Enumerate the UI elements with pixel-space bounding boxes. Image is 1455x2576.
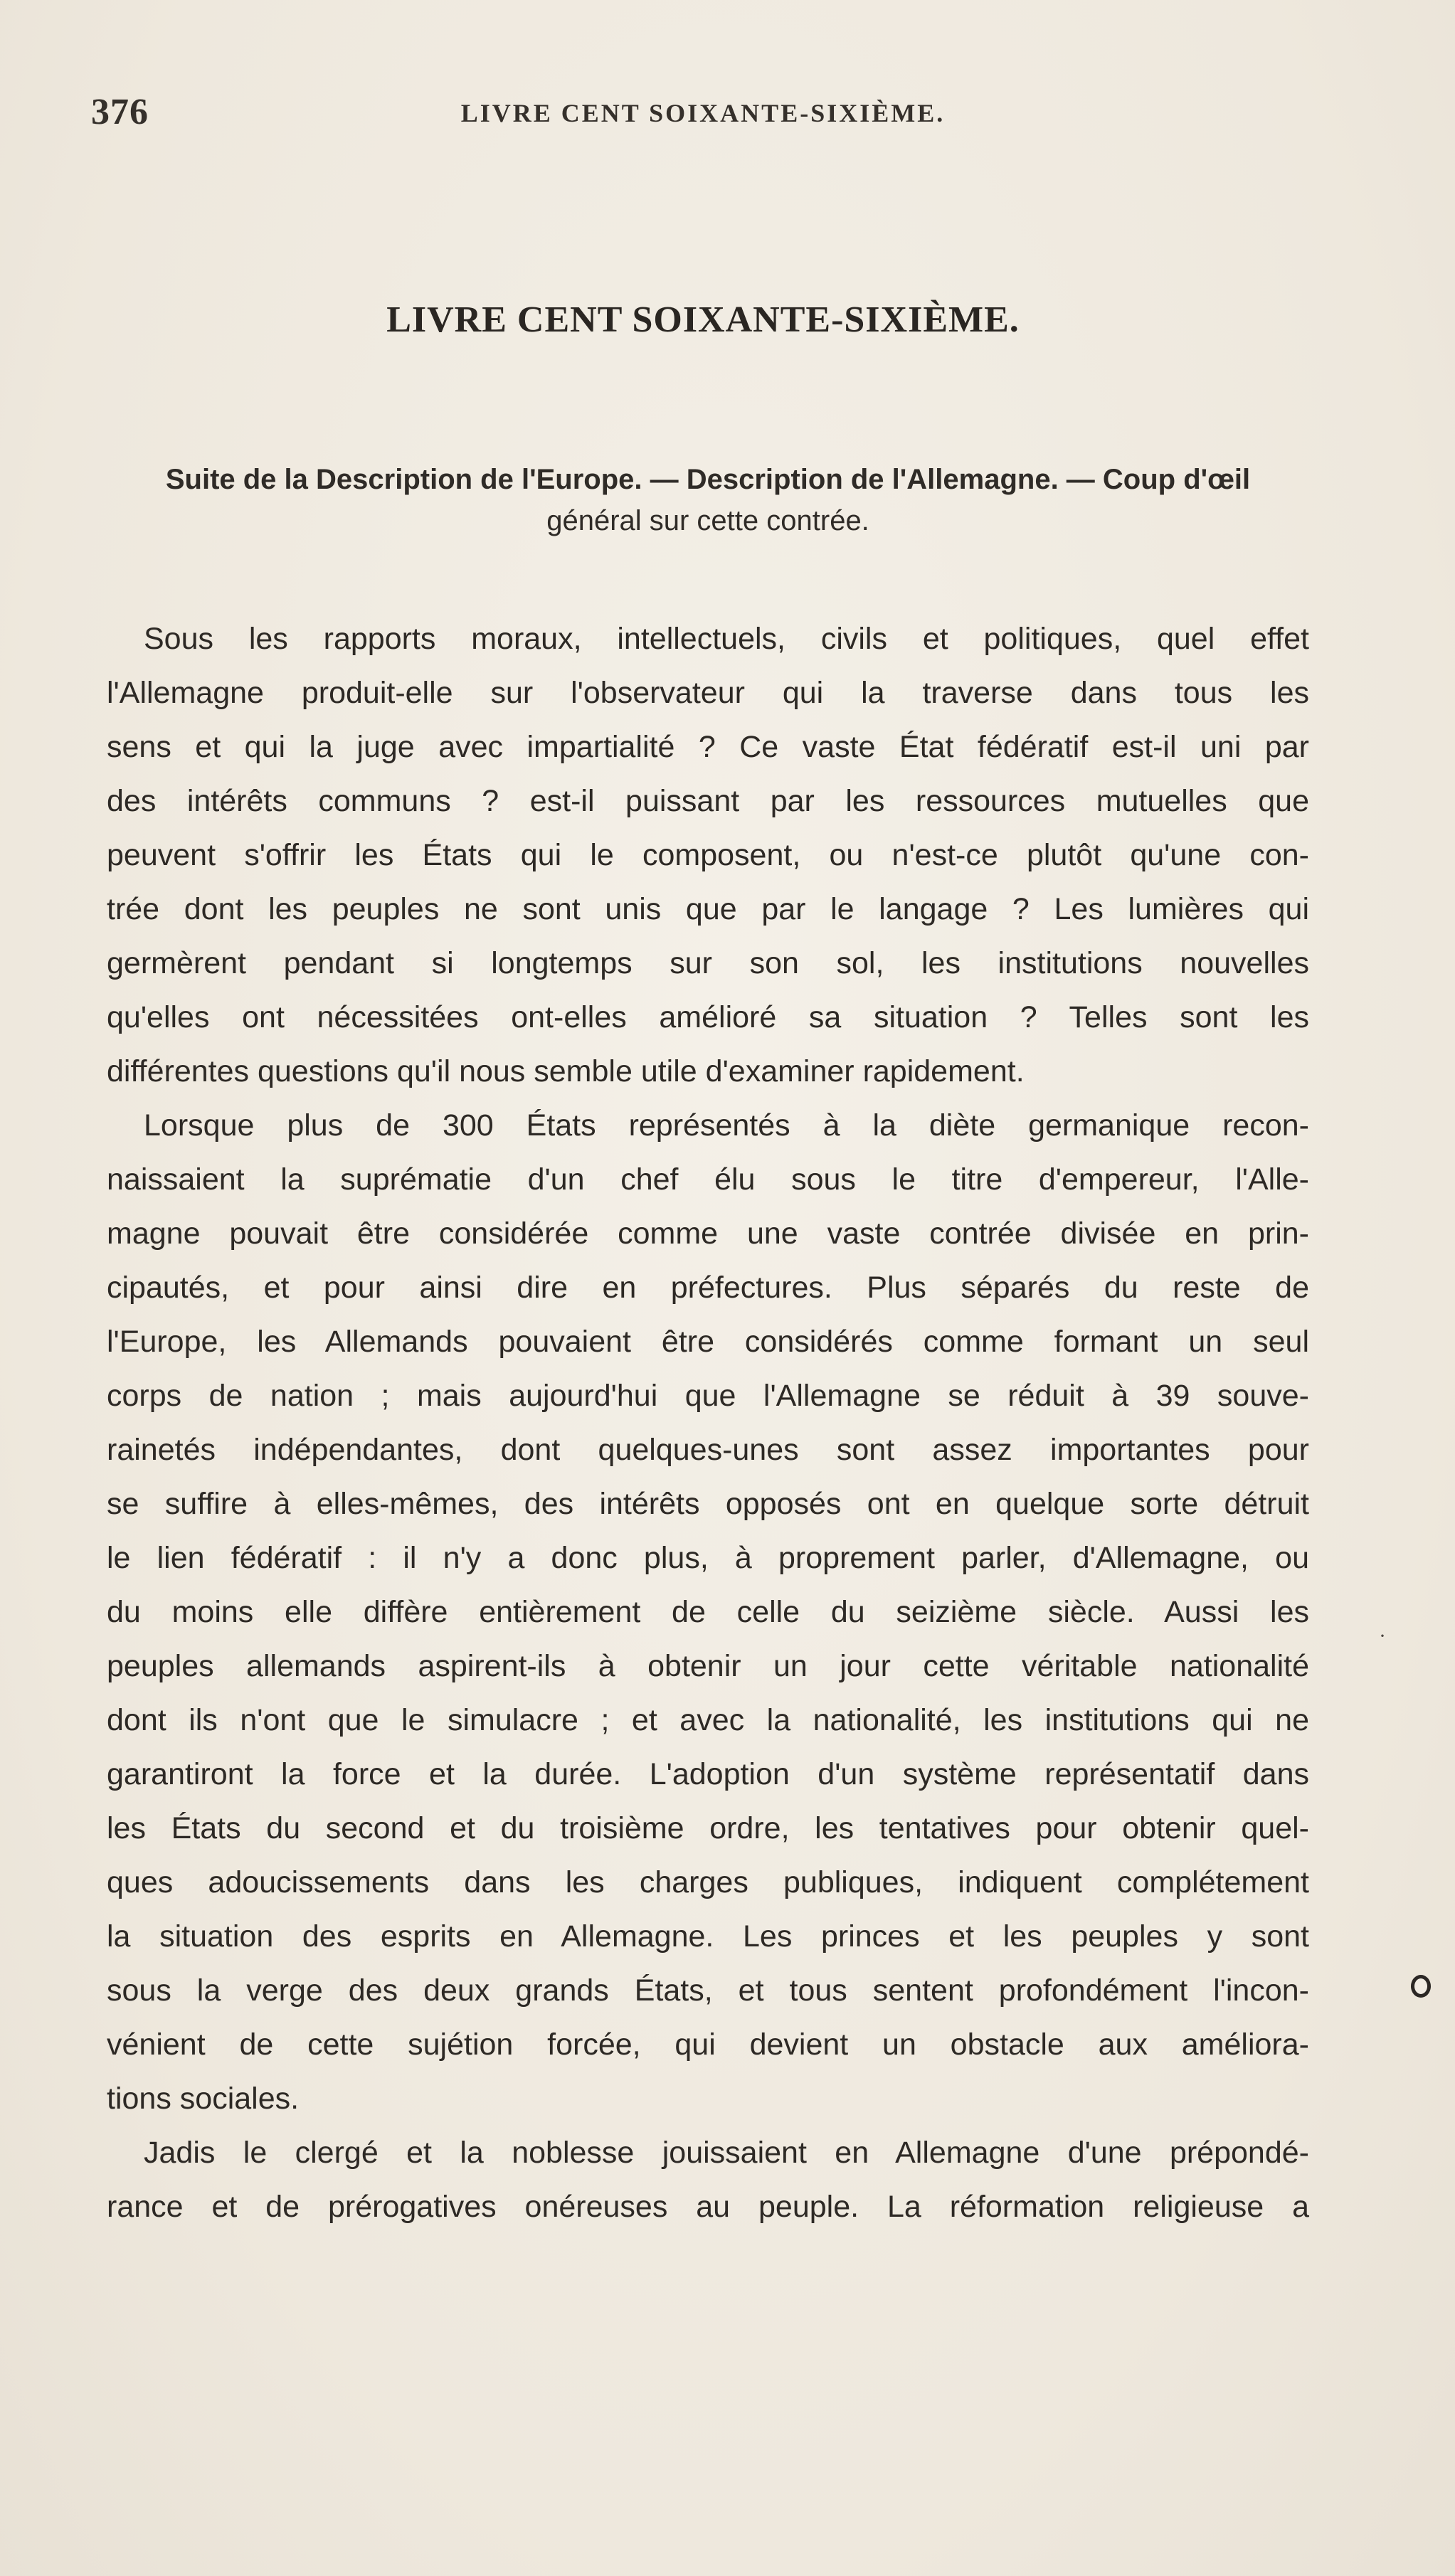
text-line: rainetés indépendantes, dont quelques-unes sont assez importantes pour	[107, 1433, 1309, 1467]
text-line: vénient de cette sujétion forcée, qui devient un obstacle aux améliora-	[107, 2028, 1309, 2062]
text-line: différentes questions qu'il nous semble utile d'examiner rapidement.	[107, 1054, 1025, 1088]
text-line: sous la verge des deux grands États, et tous sentent profondément l'incon-	[107, 1973, 1309, 2008]
text-line: peuples allemands aspirent-ils à obtenir un jour cette véritable nationalité	[107, 1649, 1309, 1683]
text-line: germèrent pendant si longtemps sur son sol, les institutions nouvelles	[107, 946, 1309, 980]
margin-speck-mark: ·	[1379, 1624, 1386, 1648]
text-line: cipautés, et pour ainsi dire en préfectures. Plus séparés du reste de	[107, 1271, 1309, 1305]
chapter-summary	[107, 459, 1309, 541]
running-title: LIVRE CENT SOIXANTE-SIXIÈME.	[460, 99, 946, 127]
text-line: qu'elles ont nécessitées ont-elles amélioré sa situation ? Telles sont les	[107, 1000, 1309, 1034]
body-text	[107, 612, 1309, 2234]
text-line: corps de nation ; mais aujourd'hui que l'Allemagne se réduit à 39 souve-	[107, 1379, 1309, 1413]
text-line: le lien fédératif : il n'y a donc plus, à proprement parler, d'Allemagne, ou	[107, 1541, 1309, 1575]
text-line: tions sociales.	[107, 2082, 300, 2116]
text-line: dont ils n'ont que le simulacre ; et avec la nationalité, les institutions qui ne	[107, 1703, 1309, 1737]
text-line: du moins elle diffère entièrement de celle du seizième siècle. Aussi les	[107, 1595, 1309, 1629]
text-line: l'Europe, les Allemands pouvaient être considérés comme formant un seul	[107, 1325, 1309, 1359]
text-line: des intérêts communs ? est-il puissant par les ressources mutuelles que	[107, 784, 1309, 818]
text-line: sens et qui la juge avec impartialité ? Ce vaste État fédératif est-il uni par	[107, 730, 1309, 764]
text-line: la situation des esprits en Allemagne. Les princes et les peuples y sont	[107, 1919, 1309, 1954]
summary-line: Suite de la Description de l'Europe. — Description de l'Allemagne. — Coup d'œil	[165, 464, 1251, 495]
margin-hole-mark	[1411, 1975, 1431, 1998]
text-line: les États du second et du troisième ordre, les tentatives pour obtenir quel-	[107, 1811, 1309, 1845]
text-line: ques adoucissements dans les charges publiques, indiquent complétement	[107, 1865, 1309, 1899]
text-line: naissaient la suprématie d'un chef élu sous le titre d'empereur, l'Alle-	[107, 1162, 1309, 1197]
text-line: rance et de prérogatives onéreuses au peuple. La réformation religieuse a	[107, 2190, 1309, 2224]
book-title: LIVRE CENT SOIXANTE-SIXIÈME.	[386, 300, 1020, 340]
text-line: trée dont les peuples ne sont unis que par le langage ? Les lumières qui	[107, 892, 1309, 926]
text-line: Lorsque plus de 300 États représentés à la diète germanique recon-	[144, 1108, 1309, 1143]
text-line: garantiront la force et la durée. L'adoption d'un système représentatif dans	[107, 1757, 1309, 1791]
running-head	[91, 91, 1315, 134]
text-line: se suffire à elles-mêmes, des intérêts opposés ont en quelque sorte détruit	[107, 1487, 1309, 1521]
text-line: l'Allemagne produit-elle sur l'observateur qui la traverse dans tous les	[107, 676, 1309, 710]
text-line: magne pouvait être considérée comme une vaste contrée divisée en prin-	[107, 1217, 1309, 1251]
summary-line: général sur cette contrée.	[546, 505, 869, 536]
text-line: Jadis le clergé et la noblesse jouissaient en Allemagne d'une prépondé-	[144, 2136, 1309, 2170]
page-number: 376	[91, 92, 149, 132]
text-line: Sous les rapports moraux, intellectuels, civils et politiques, quel effet	[144, 622, 1309, 656]
text-line: peuvent s'offrir les États qui le composent, ou n'est-ce plutôt qu'une con-	[107, 838, 1309, 872]
